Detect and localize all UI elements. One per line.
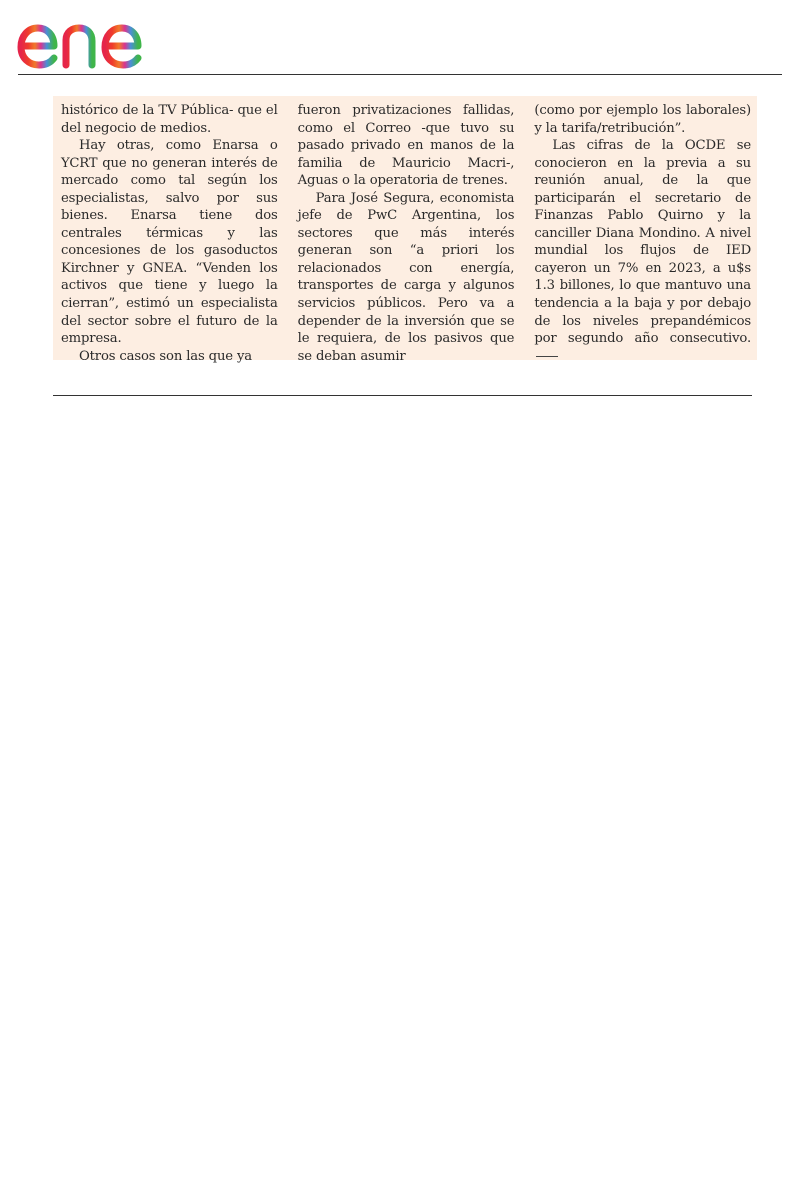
paragraph: Hay otras, como Enarsa o YCRT que no generan interés de mercado como tal según los especialistas, salvo por sus bienes. Enarsa tiene dos centrales térmicas y las concesiones de los gasoductos Kirchner y GNEA. “Venden los activos que tiene y luego la cierran”, estimó un especialista del sector sobre el futuro de la empresa. <box>61 138 278 347</box>
paragraph: (como por ejemplo los laborales) y la tarifa/retribución”. <box>534 103 752 136</box>
header-divider <box>18 74 782 75</box>
enel-logo <box>16 6 186 70</box>
article-column-2 <box>297 102 515 364</box>
article-column-1 <box>61 102 278 364</box>
paragraph: Para José Segura, economista jefe de PwC Argentina, los sectores que más interés generan son “a priori los relacionados con energía, transportes de carga y algunos servicios públicos. Pero va a depender de la inversión que se le requiera, de los pasivos que se deban asumir <box>297 190 515 364</box>
article-column-3 <box>534 102 751 360</box>
paragraph: fueron privatizaciones fallidas, como el Correo -que tuvo su pasado privado en manos de la familia de Mauricio Macri-, Aguas o la operatoria de trenes. <box>297 103 515 189</box>
end-of-article-mark <box>536 356 558 357</box>
paragraph-text: Las cifras de la OCDE se conocieron en la previa a su reunión anual, de la que participarán el secretario de Finanzas Pablo Quirno y la canciller Diana Mondino. A nivel mundial los flujos de IED cayeron un 7% en 2023, a u$s 1.3 billones, lo que mantuvo una tendencia a la baja y por debajo de los niveles prepandémicos por segundo año consecutivo. <box>534 138 752 347</box>
paragraph-last <box>534 137 751 365</box>
footer-divider <box>53 395 752 396</box>
paragraph: histórico de la TV Pública- que el del negocio de medios. <box>61 103 278 136</box>
paragraph: Otros casos son las que ya <box>79 348 253 364</box>
article-clipping <box>53 96 757 364</box>
